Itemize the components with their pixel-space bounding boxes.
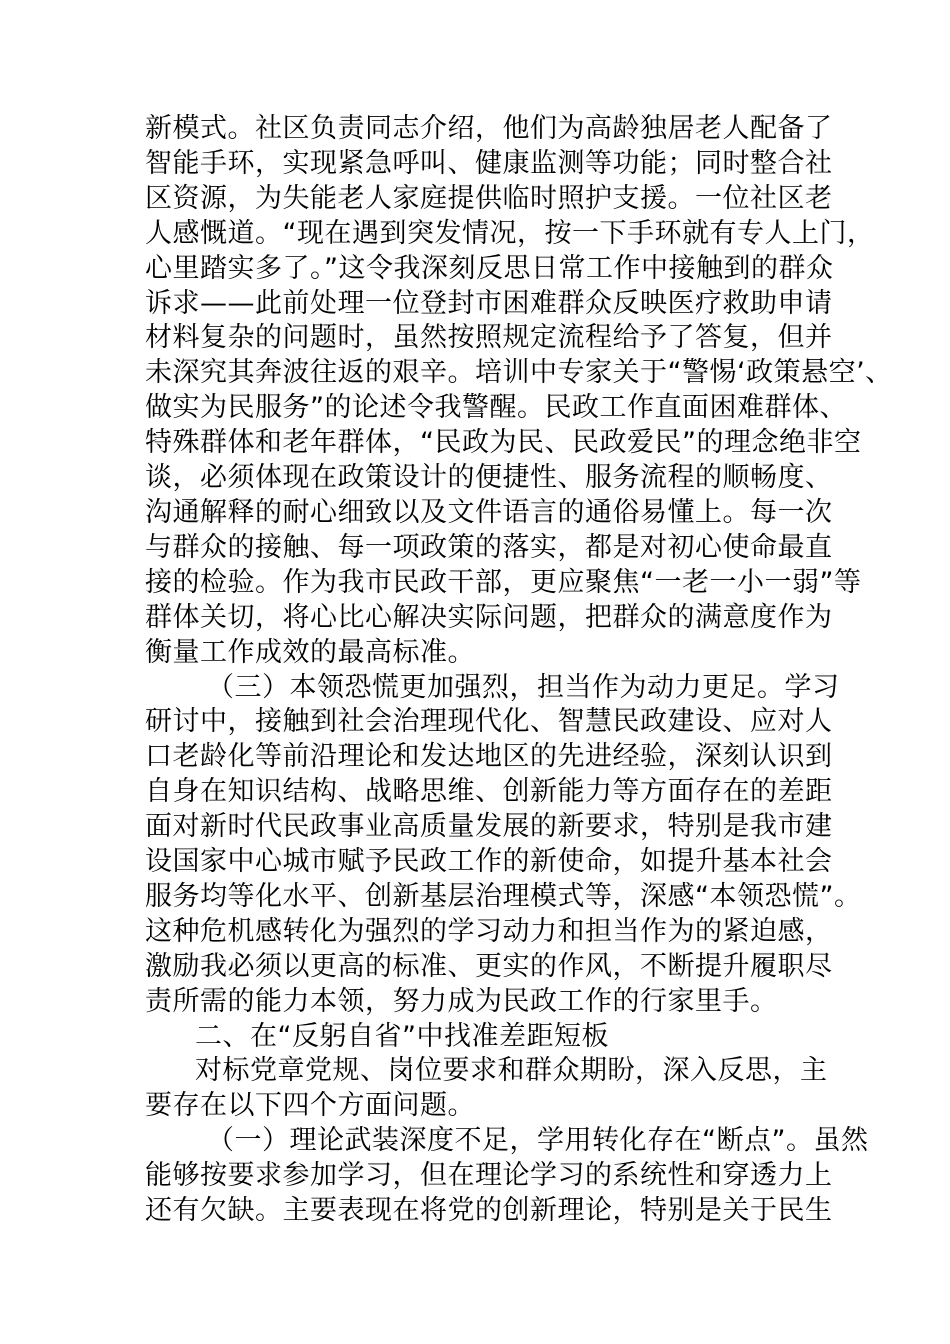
text-line: 对标党章党规、岗位要求和群众期盼，深入反思，主 [195,1055,828,1087]
text-line: 新模式。社区负责同志介绍，他们为高龄独居老人配备了 [145,113,833,144]
section-heading-line: （三）本领恐慌更加强烈，担当作为动力更足。学习 [207,671,840,703]
text-line: 做实为民服务”的论述令我警醒。民政工作直面困难群体、 [145,392,847,424]
text-line: 智能手环，实现紧急呼叫、健康监测等功能；同时整合社 [145,147,833,179]
text-line: 能够按要求参加学习，但在理论学习的系统性和穿透力上 [145,1160,833,1192]
text-line: 诉求——此前处理一位登封市困难群众反映医疗救助申请 [145,287,833,319]
text-line: 服务均等化水平、创新基层治理模式等，深感“本领恐慌”。 [145,880,862,912]
text-line: 研讨中，接触到社会治理现代化、智慧民政建设、应对人 [145,706,833,738]
text-line: 口老龄化等前沿理论和发达地区的先进经验，深刻认识到 [145,741,833,773]
text-line: 材料复杂的问题时，虽然按照规定流程给予了答复，但并 [145,322,833,354]
document-body [145,112,893,1229]
text-line: 区资源，为失能老人家庭提供临时照护支援。一位社区老 [145,182,833,214]
text-line: 群体关切，将心比心解决实际问题，把群众的满意度作为 [145,601,833,633]
text-line: 责所需的能力本领，努力成为民政工作的行家里手。 [145,985,778,1017]
text-line: 接的检验。作为我市民政干部，更应聚焦“一老一小一弱”等 [145,566,862,598]
text-line: 自身在知识结构、战略思维、创新能力等方面存在的差距 [145,776,833,808]
text-line: 沟通解释的耐心细致以及文件语言的通俗易懂上。每一次 [145,496,833,528]
text-line: 衡量工作成效的最高标准。 [145,636,475,668]
chapter-heading: 二、在“反躬自省”中找准差距短板 [195,1020,609,1052]
text-line: 心里踏实多了。”这令我深刻反思日常工作中接触到的群众 [145,252,834,284]
section-heading-line: （一）理论武装深度不足，学用转化存在“断点”。虽然 [207,1125,869,1157]
text-line: 人感慨道。“现在遇到突发情况，按一下手环就有专人上门， [145,217,875,249]
text-line: 激励我必须以更高的标准、更实的作风，不断提升履职尽 [145,950,833,982]
text-line: 特殊群体和老年群体，“民政为民、民政爱民”的理念绝非空 [145,427,862,459]
text-line: 还有欠缺。主要表现在将党的创新理论，特别是关于民生 [145,1195,833,1227]
text-line: 谈，必须体现在政策设计的便捷性、服务流程的顺畅度、 [145,462,833,494]
text-line: 要存在以下四个方面问题。 [145,1090,475,1122]
text-line: 未深究其奔波往返的艰辛。培训中专家关于“警惕‘政策悬空’、 [145,357,893,389]
text-line: 这种危机感转化为强烈的学习动力和担当作为的紧迫感， [145,915,833,947]
text-line: 面对新时代民政事业高质量发展的新要求，特别是我市建 [145,811,833,843]
text-line: 设国家中心城市赋予民政工作的新使命，如提升基本社会 [145,846,833,878]
text-line: 与群众的接触、每一项政策的落实，都是对初心使命最直 [145,531,833,563]
